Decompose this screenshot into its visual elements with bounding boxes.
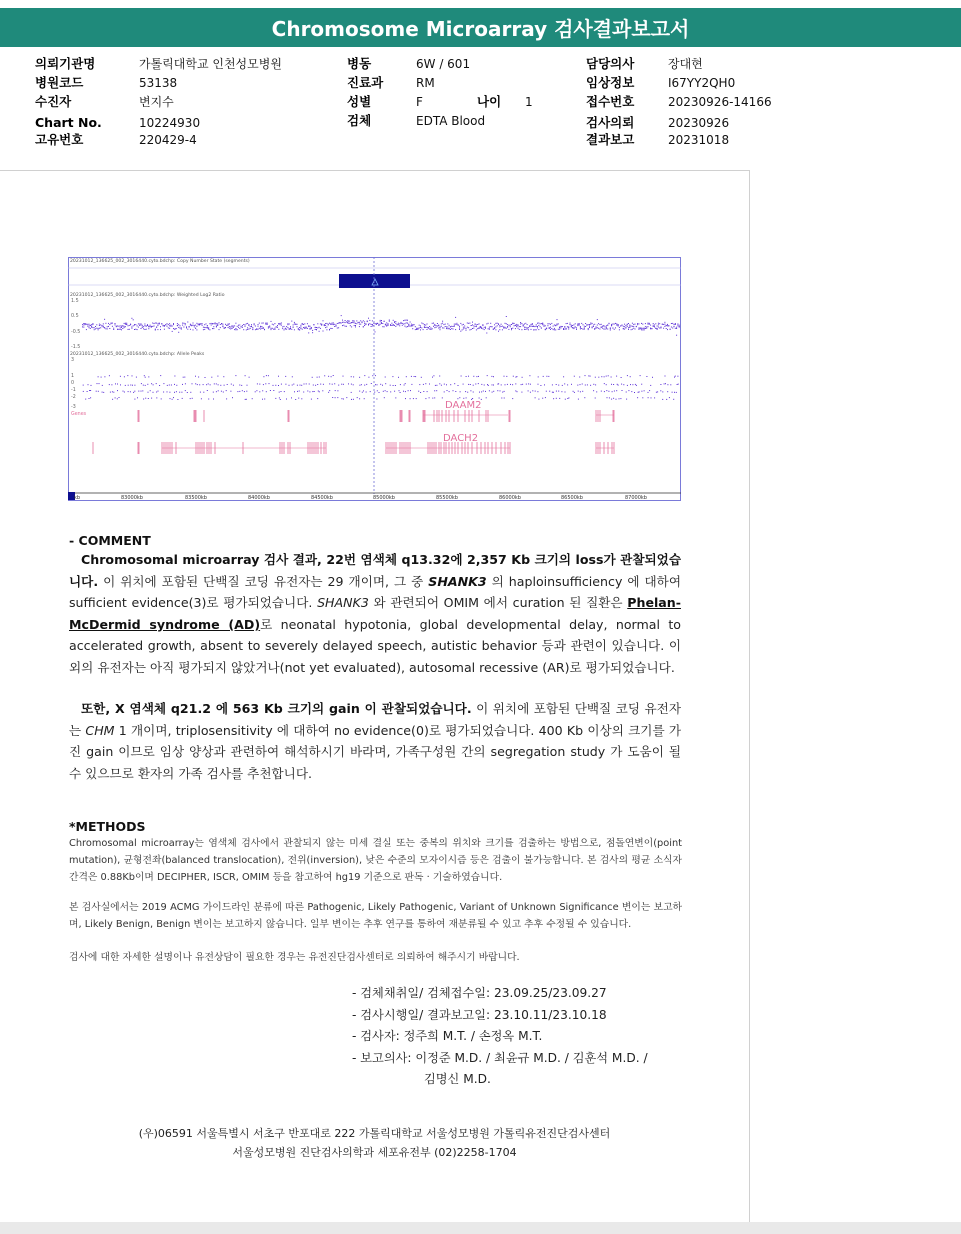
comment-finding-loss: Chromosomal microarray 검사 결과, 22번 염색체 q13.32에 2,357 Kb 크기의 loss가 관찰되었습니다. [69,552,681,589]
doctor-value: 장대현 [668,57,703,71]
hospital-code-value: 53138 [139,76,178,90]
test-dates: - 검사시행일/ 결과보고일: 23.10.11/23.10.18 [352,1008,607,1022]
report-page [0,170,750,1223]
technicians: - 검사자: 정주희 M.T. / 손정옥 M.T. [352,1029,543,1043]
comment-text: 와 관련되어 OMIM 에서 curation 된 질환은 [368,595,628,611]
allele-tick: -1 [71,388,76,393]
comment-text: 이 위치에 포함된 단백질 코딩 유전자는 29 개이며, 그 중 [98,573,429,589]
receipt-no-value: 20230926-14166 [668,95,772,109]
ward-value: 6W / 601 [416,57,471,71]
methods-heading: *METHODS [69,819,146,834]
hospital-code-label: 병원코드 [35,75,84,90]
allele-tick: 1 [71,374,75,379]
comment-finding-gain: 또한, X 염색체 q21.2 에 563 Kb 크기의 gain 이 관찰되었습니다. [81,701,472,716]
comment-text: 의 haploinsufficiency 에 대하여 sufficient evidence(3)로 평가되었습니다. [69,573,682,611]
x-tick-label: 85000kb [373,495,395,501]
report-title: Chromosome Microarray 검사결과보고서 [0,8,961,47]
allele-track-label: 20231012_136625_002_3016440.cyto.bdchp: Allele Peaks [70,352,205,357]
x-tick-label: 85500kb [436,495,458,501]
institution-value: 가톨릭대학교 인천성모병원 [139,57,282,71]
gene-chm: CHM [85,722,115,738]
specimen-dates: - 검체채취일/ 검체접수일: 23.09.25/23.09.27 [352,986,607,1000]
dept-value: RM [416,76,435,90]
loss-segment-bar [339,274,410,288]
log2-tick: 1.5 [71,299,79,304]
x-tick-label: 83500kb [185,495,207,501]
footer-department: 서울성모병원 진단검사의학과 세포유전부 (02)2258-1704 [232,1146,517,1159]
result-date-value: 20231018 [668,133,730,147]
institution-label: 의뢰기관명 [35,56,96,71]
sex-value: F [416,95,423,109]
age-value: 1 [525,95,533,109]
sex-label: 성별 [347,94,372,109]
receipt-no-label: 접수번호 [586,94,635,109]
gene-label-daam2: DAAM2 [445,400,482,411]
gene-label-dach2: DACH2 [443,433,479,444]
comment-text: 1 개이며, triplosensitivity 에 대하여 no evidence(0)로 평가되었습니다. 400 Kb 이상의 크기를 가진 gain 이므로 임상 양상과 관련하여 해석하시기 바라며, 가족구성원 간의 segregation study 가 도움이 될 수 있으므로 환자의 가족 검사를 추천합니다. [69,722,682,781]
doctor-label: 담당의사 [586,56,635,71]
methods-paragraph-3: 검사에 대한 자세한 설명이나 유전상담이 필요한 경우는 유전진단검사센터로 의뢰하여 해주시기 바랍니다. [69,952,520,963]
footer-address: (우)06591 서울특별시 서초구 반포대로 222 가톨릭대학교 서울성모병원 가톨릭유전진단검사센터 [138,1127,611,1140]
result-date-label: 결과보고 [586,132,635,147]
examinee-label: 수진자 [35,94,72,109]
x-tick-label: 84500kb [311,495,333,501]
x-tick-label: 86500kb [561,495,583,501]
comment-paragraph-2 [69,698,681,784]
comment-text: 로 neonatal hypotonia, global developmental delay, normal to accelerated growth, absent to severely delayed speech, autistic behavior 등과 관련이 있습니다. 이 외의 유전자는 아직 평가되지 않았거나(not yet evaluated), autosomal recessive (AR)로 평가되었습니다. [69,616,681,675]
disease-phelan-mcdermid: Phelan-McDermid syndrome (AD) [69,595,681,632]
request-date-value: 20230926 [668,116,730,130]
allele-tick: -3 [71,405,76,410]
gene-shank3: SHANK3 [428,573,487,589]
comment-text: 이 위치에 포함된 단백질 코딩 유전자는 [69,701,681,738]
cnv-figure [68,257,681,501]
methods-paragraph-1: Chromosomal microarray는 염색체 검사에서 관찰되지 않는 미세 결실 또는 중복의 위치와 크기를 검출하는 방법으로, 점돌연변이(point mutation), 균형전좌(balanced translocation), 전위(inversion), 낮은 수준의 모자이시즘 등은 검출이 불가능합니다. 본 검사의 평균 소식자 간격은 0.88Kb이며 DECIPHER, ISCR, OMIM 등을 참고하여 hg19 기준으로 판독 · 기술하였습니다. [69,838,682,883]
clinical-info-label: 임상정보 [586,75,635,90]
x-tick-label: 87000kb [625,495,647,501]
comment-paragraph-1 [69,549,681,679]
ward-label: 병동 [347,56,372,71]
copy-number-track-label: 20231012_136625_002_3016440.cyto.bdchp: Copy Number State (segments) [70,259,250,264]
age-label: 나이 [477,94,502,109]
examinee-value: 변지수 [139,95,174,109]
page-bottom-margin [0,1222,961,1234]
x-tick-label: 84000kb [248,495,270,501]
x-tick-label: 83000kb [121,495,143,501]
clinical-info-value: I67YY2QH0 [668,76,736,90]
x-tick-label: 86000kb [499,495,521,501]
request-date-label: 검사의뢰 [586,115,635,130]
gene-shank3: SHANK3 [317,595,369,611]
reporting-doctors-cont: 김명신 M.D. [424,1072,491,1086]
allele-tick: -2 [71,395,76,400]
reporting-doctors: - 보고의사: 이정준 M.D. / 최윤규 M.D. / 김훈석 M.D. / [352,1051,648,1065]
chart-no-value: 10224930 [139,116,201,130]
log2-tick: -1.5 [71,345,81,350]
unique-no-value: 220429-4 [139,133,197,147]
log2-track-label: 20231012_136625_002_3016440.cyto.bdchp: Weighted Log2 Ratio [70,293,225,298]
comment-heading: - COMMENT [69,533,151,548]
specimen-value: EDTA Blood [416,114,486,128]
unique-no-label: 고유번호 [35,132,84,147]
allele-tick: 0 [71,381,75,386]
specimen-label: 검체 [347,113,372,128]
chart-no-label: Chart No. [35,115,102,130]
allele-tick: 3 [71,358,75,363]
x-tick-label: kb [74,495,81,501]
patient-info-header [0,52,961,152]
methods-paragraph-2: 본 검사실에서는 2019 ACMG 가이드라인 분류에 따른 Pathogenic, Likely Pathogenic, Variant of Unknown Significance 변이는 보고하며, Likely Benign, Benign 변이는 보고하지 않습니다. 일부 변이는 추후 연구를 통하여 재분류될 수 있고 추후 수정될 수 있습니다. [69,902,682,930]
dept-label: 진료과 [347,75,384,90]
log2-tick: 0.5 [71,314,79,319]
log2-tick: -0.5 [71,330,81,335]
genes-track-label: Genes [71,412,87,417]
